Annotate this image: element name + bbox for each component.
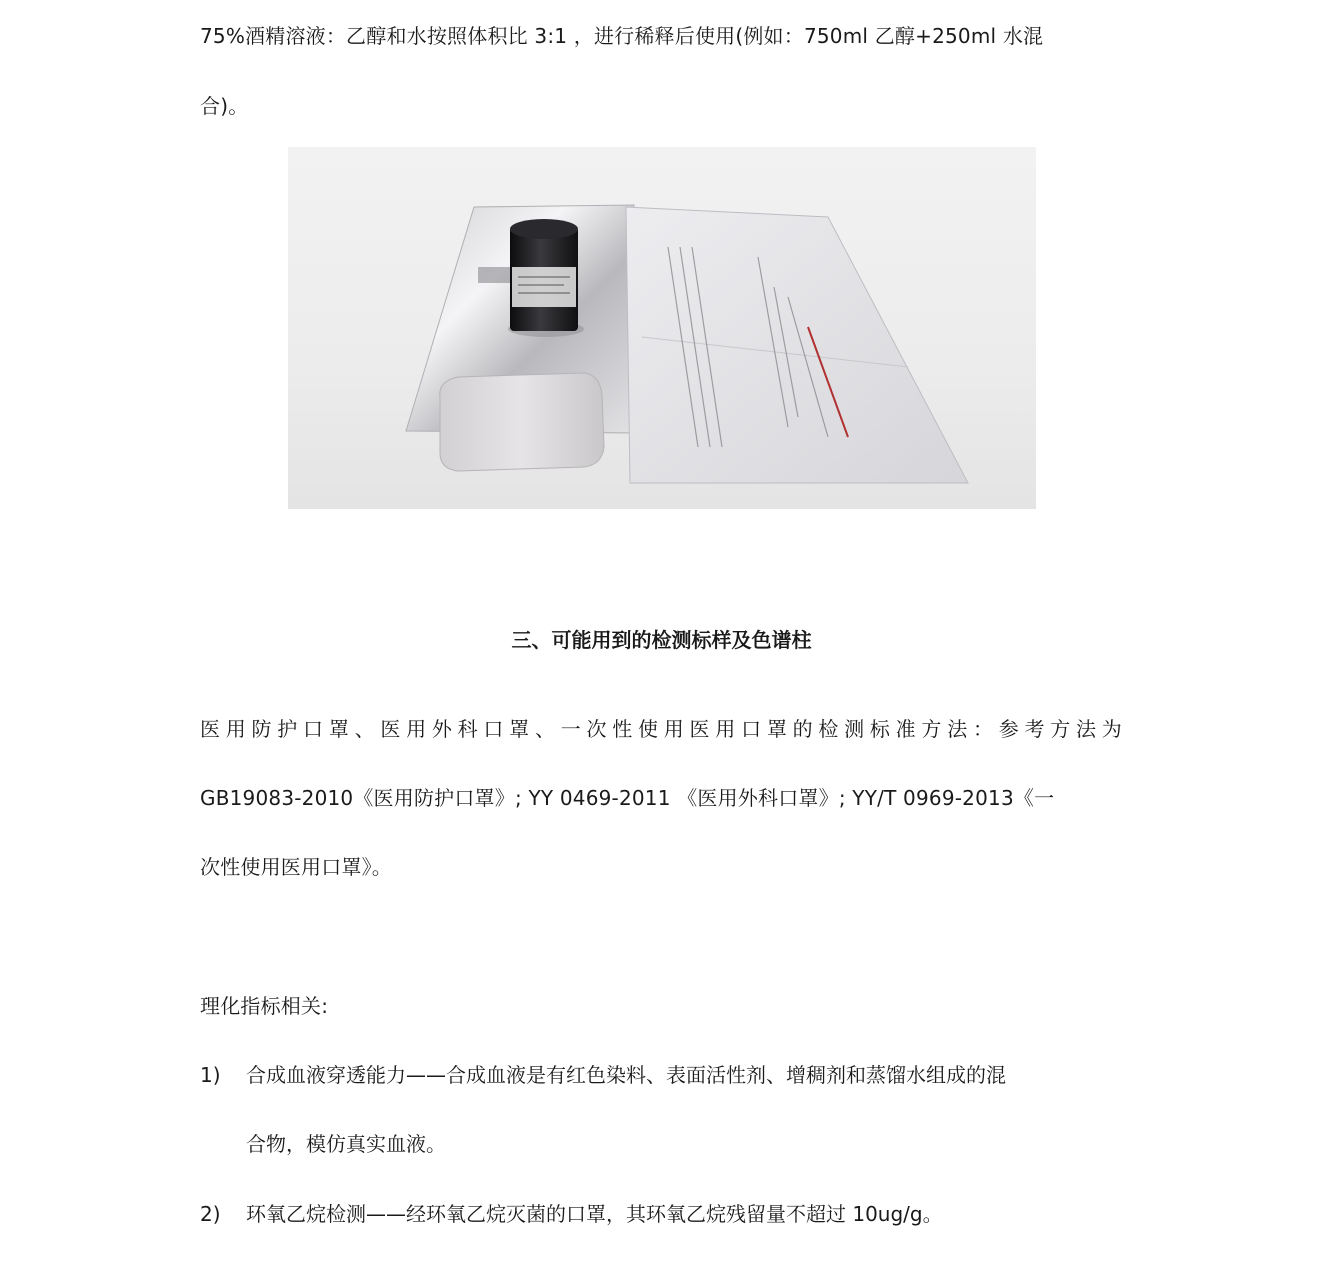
list-item-1-number: 1) [200, 1063, 221, 1087]
paragraph2-line1: 医用防护口罩、医用外科口罩、一次性使用医用口罩的检测标准方法：参考方法为 [200, 717, 1122, 741]
instruction-sheet [626, 207, 968, 483]
paragraph1-line1: 75%酒精溶液：乙醇和水按照体积比 3:1 ，进行稀释后使用(例如：750ml 乙醇+250ml 水混 [200, 24, 1044, 48]
list-item-2-number: 2) [200, 1202, 221, 1226]
paragraph2-line2: GB19083-2010《医用防护口罩》; YY 0469-2011 《医用外科口罩》; YY/T 0969-2013《一 [200, 786, 1055, 810]
sponge-block [440, 373, 604, 471]
bottle-label [512, 267, 576, 307]
paragraph2-line3: 次性使用医用口罩》。 [200, 855, 392, 879]
paragraph1-line2: 合)。 [200, 94, 249, 118]
list-item-1-line2: 合物，模仿真实血液。 [246, 1132, 446, 1156]
sample-kit-photo [288, 147, 1036, 509]
section-heading: 三、可能用到的检测标样及色谱柱 [511, 628, 812, 652]
list-item-1-line1: 合成血液穿透能力——合成血液是有红色染料、表面活性剂、增稠剂和蒸馏水组成的混 [246, 1063, 1006, 1087]
sample-kit-illustration [288, 147, 1036, 509]
list-item-2-line1: 环氧乙烷检测——经环氧乙烷灭菌的口罩，其环氧乙烷残留量不超过 10ug/g。 [246, 1202, 943, 1226]
physchem-title: 理化指标相关: [200, 994, 329, 1018]
